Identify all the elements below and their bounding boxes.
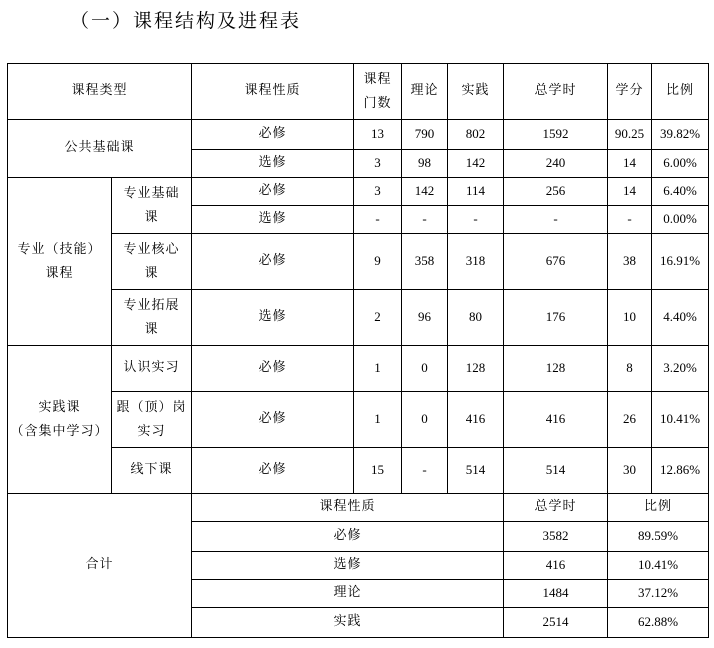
summary-hours: 3582 xyxy=(504,522,608,552)
header-ratio: 比例 xyxy=(652,64,709,120)
cell-hours: - xyxy=(504,206,608,234)
cell-count: - xyxy=(354,206,402,234)
cell-nature: 必修 xyxy=(192,392,354,448)
cell-nature: 选修 xyxy=(192,150,354,178)
header-practice: 实践 xyxy=(448,64,504,120)
summary-name: 理论 xyxy=(192,580,504,608)
cell-credits: 14 xyxy=(608,150,652,178)
cell-count: 3 xyxy=(354,150,402,178)
cell-credits: 90.25 xyxy=(608,120,652,150)
header-course-count: 课程 门数 xyxy=(354,64,402,120)
sub-major-basic: 专业基础 课 xyxy=(112,178,192,234)
cell-practice: 802 xyxy=(448,120,504,150)
cell-hours: 416 xyxy=(504,392,608,448)
cell-nature: 选修 xyxy=(192,290,354,346)
cell-practice: 416 xyxy=(448,392,504,448)
cell-credits: 14 xyxy=(608,178,652,206)
header-theory: 理论 xyxy=(402,64,448,120)
table-row xyxy=(8,346,709,392)
cell-hours: 128 xyxy=(504,346,608,392)
sub-offline-course: 线下课 xyxy=(112,448,192,494)
cell-theory: 96 xyxy=(402,290,448,346)
table-row xyxy=(8,392,709,448)
cell-count: 1 xyxy=(354,392,402,448)
cell-count: 2 xyxy=(354,290,402,346)
cell-practice: 114 xyxy=(448,178,504,206)
summary-hours: 2514 xyxy=(504,608,608,638)
group-practical: 实践课 （含集中学习） xyxy=(8,346,112,494)
sub-cognition-internship: 认识实习 xyxy=(112,346,192,392)
cell-count: 1 xyxy=(354,346,402,392)
cell-theory: 0 xyxy=(402,392,448,448)
header-total-hours: 总学时 xyxy=(504,64,608,120)
table-row xyxy=(8,120,709,150)
summary-header-nature: 课程性质 xyxy=(192,494,504,522)
cell-ratio: 0.00% xyxy=(652,206,709,234)
summary-name: 选修 xyxy=(192,552,504,580)
sub-follow-internship: 跟（顶）岗 实习 xyxy=(112,392,192,448)
cell-ratio: 39.82% xyxy=(652,120,709,150)
summary-hours: 1484 xyxy=(504,580,608,608)
sub-major-extension: 专业拓展 课 xyxy=(112,290,192,346)
cell-hours: 256 xyxy=(504,178,608,206)
course-structure-table xyxy=(7,63,709,638)
cell-hours: 240 xyxy=(504,150,608,178)
cell-practice: 514 xyxy=(448,448,504,494)
header-course-nature: 课程性质 xyxy=(192,64,354,120)
summary-ratio: 37.12% xyxy=(608,580,709,608)
table-row xyxy=(8,234,709,290)
cell-practice: 142 xyxy=(448,150,504,178)
cell-theory: 142 xyxy=(402,178,448,206)
sub-major-core: 专业核心 课 xyxy=(112,234,192,290)
cell-hours: 676 xyxy=(504,234,608,290)
cell-theory: 0 xyxy=(402,346,448,392)
cell-credits: 30 xyxy=(608,448,652,494)
header-credits: 学分 xyxy=(608,64,652,120)
cell-hours: 1592 xyxy=(504,120,608,150)
cell-ratio: 4.40% xyxy=(652,290,709,346)
cell-hours: 514 xyxy=(504,448,608,494)
cell-theory: - xyxy=(402,206,448,234)
cell-hours: 176 xyxy=(504,290,608,346)
cell-credits: 38 xyxy=(608,234,652,290)
cell-credits: 26 xyxy=(608,392,652,448)
cell-credits: 10 xyxy=(608,290,652,346)
cell-ratio: 12.86% xyxy=(652,448,709,494)
cell-nature: 选修 xyxy=(192,206,354,234)
cell-theory: 358 xyxy=(402,234,448,290)
summary-hours: 416 xyxy=(504,552,608,580)
cell-count: 15 xyxy=(354,448,402,494)
cell-nature: 必修 xyxy=(192,346,354,392)
summary-header-hours: 总学时 xyxy=(504,494,608,522)
cell-theory: - xyxy=(402,448,448,494)
summary-header-ratio: 比例 xyxy=(608,494,709,522)
table-row xyxy=(8,178,709,206)
cell-practice: - xyxy=(448,206,504,234)
cell-count: 3 xyxy=(354,178,402,206)
header-row xyxy=(8,64,709,120)
summary-name: 必修 xyxy=(192,522,504,552)
summary-name: 实践 xyxy=(192,608,504,638)
cell-ratio: 6.00% xyxy=(652,150,709,178)
cell-practice: 318 xyxy=(448,234,504,290)
header-course-type: 课程类型 xyxy=(8,64,192,120)
cell-practice: 128 xyxy=(448,346,504,392)
cell-ratio: 16.91% xyxy=(652,234,709,290)
group-public: 公共基础课 xyxy=(8,120,192,178)
summary-header-row xyxy=(8,494,709,522)
cell-ratio: 3.20% xyxy=(652,346,709,392)
summary-label: 合计 xyxy=(8,494,192,638)
cell-nature: 必修 xyxy=(192,234,354,290)
cell-theory: 790 xyxy=(402,120,448,150)
cell-nature: 必修 xyxy=(192,120,354,150)
table-row xyxy=(8,290,709,346)
summary-ratio: 10.41% xyxy=(608,552,709,580)
table-row xyxy=(8,448,709,494)
cell-ratio: 6.40% xyxy=(652,178,709,206)
cell-ratio: 10.41% xyxy=(652,392,709,448)
cell-theory: 98 xyxy=(402,150,448,178)
cell-nature: 必修 xyxy=(192,448,354,494)
summary-ratio: 89.59% xyxy=(608,522,709,552)
cell-credits: 8 xyxy=(608,346,652,392)
cell-credits: - xyxy=(608,206,652,234)
summary-ratio: 62.88% xyxy=(608,608,709,638)
cell-count: 9 xyxy=(354,234,402,290)
cell-count: 13 xyxy=(354,120,402,150)
cell-practice: 80 xyxy=(448,290,504,346)
cell-nature: 必修 xyxy=(192,178,354,206)
page-title: （一）课程结构及进程表 xyxy=(70,10,302,32)
group-major: 专业（技能） 课程 xyxy=(8,178,112,346)
